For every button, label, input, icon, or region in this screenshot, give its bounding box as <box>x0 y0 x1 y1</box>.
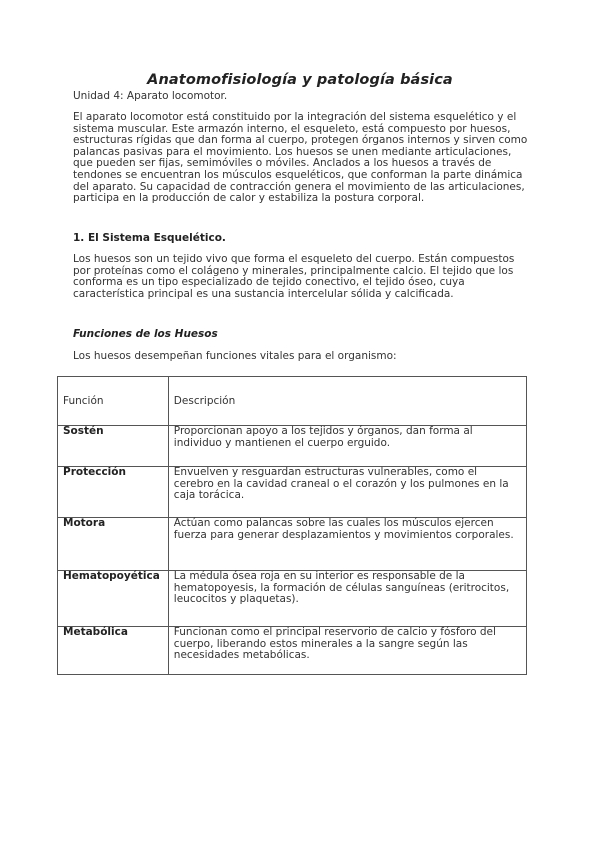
subsection-heading-bone-functions: Funciones de los Huesos <box>73 328 218 340</box>
description-cell: Funcionan como el principal reservorio de calcio y fósforo del cuerpo, liberando estos minerales a la sangre según las necesidades metabólicas. <box>168 627 526 675</box>
header-function: Función <box>58 377 169 426</box>
function-cell: Metabólica <box>58 627 169 675</box>
document-title: Anatomofisiología y patología básica <box>147 72 453 88</box>
description-cell: Proporcionan apoyo a los tejidos y órganos, dan forma al individuo y mantienen el cuerpo erguido. <box>168 426 526 467</box>
header-description: Descripción <box>168 377 526 426</box>
unit-subtitle: Unidad 4: Aparato locomotor. <box>73 90 228 102</box>
function-cell: Hematopoyética <box>58 571 169 627</box>
function-cell: Protección <box>58 467 169 518</box>
table-row <box>58 571 527 627</box>
function-cell: Motora <box>58 518 169 571</box>
description-cell: Actúan como palancas sobre las cuales los músculos ejercen fuerza para generar desplazamientos y movimientos corporales. <box>168 518 526 571</box>
table-row <box>58 518 527 571</box>
intro-paragraph: El aparato locomotor está constituido por la integración del sistema esquelético y el sistema muscular. Este armazón interno, el esqueleto, está compuesto por huesos, estructuras rígidas que dan forma al cuerpo, protegen órganos internos y sirven como palancas pasivas para el movimiento. Los huesos se unen mediante articulaciones, que pueden ser fijas, semimóviles o móviles. Anclados a los huesos a través de tendones se encuentran los músculos esqueléticos, que conforman la parte dinámica del aparato. Su capacidad de contracción genera el movimiento de las articulaciones, participa en la producción de calor y estabiliza la postura corporal. <box>73 111 528 205</box>
table-row <box>58 627 527 675</box>
section-heading-skeletal-system: 1. El Sistema Esquelético. <box>73 232 226 244</box>
bone-functions-table <box>57 376 527 675</box>
table-row <box>58 426 527 467</box>
description-cell: La médula ósea roja en su interior es responsable de la hematopoyesis, la formación de células sanguíneas (eritrocitos, leucocitos y plaquetas). <box>168 571 526 627</box>
description-cell: Envuelven y resguardan estructuras vulnerables, como el cerebro en la cavidad craneal o el corazón y los pulmones en la caja torácica. <box>168 467 526 518</box>
skeletal-system-paragraph: Los huesos son un tejido vivo que forma el esqueleto del cuerpo. Están compuestos por proteínas como el colágeno y minerales, principalmente calcio. El tejido que los conforma es un tipo especializado de tejido conectivo, el tejido óseo, cuya característica principal es una sustancia intercelular sólida y calcificada. <box>73 253 515 300</box>
table-header-row <box>58 377 527 426</box>
table-row <box>58 467 527 518</box>
function-cell: Sostén <box>58 426 169 467</box>
bone-functions-intro: Los huesos desempeñan funciones vitales para el organismo: <box>73 350 397 362</box>
